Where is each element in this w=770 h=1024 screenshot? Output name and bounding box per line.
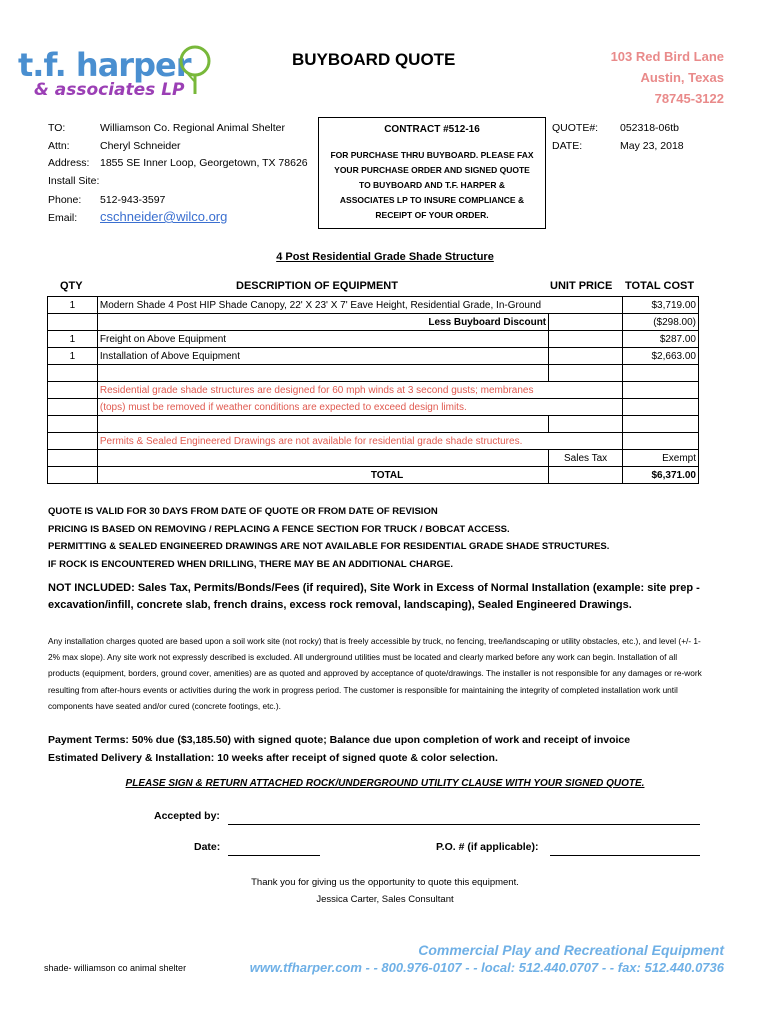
date-label: DATE: [552,140,583,152]
quote-date: May 23, 2018 [620,140,684,152]
accepted-by-line[interactable] [228,824,700,825]
membrane-note: (tops) must be removed if weather conditions are expected to exceed design limits. [97,399,622,416]
table-row [48,399,699,416]
company-address: 103 Red Bird Lane Austin, Texas 78745-3122 [610,49,724,106]
table-row [48,382,699,399]
contract-heading: CONTRACT #512-16 [384,124,480,135]
accepted-by-label: Accepted by: [154,810,220,822]
permits-note: Permits & Sealed Engineered Drawings are not available for residential grade shade structures. [97,433,622,450]
sales-tax-value: Exempt [623,450,699,467]
sales-tax-label: Sales Tax [549,450,623,467]
address-value: 1855 SE Inner Loop, Georgetown, TX 78626 [100,157,308,169]
footer-contact[interactable]: www.tfharper.com - - 800.976-0107 - - local: 512.440.0707 - - fax: 512.440.0736 [249,960,724,975]
phone-value: 512-943-3597 [100,194,166,206]
footer-file-tag: shade- williamson co animal shelter [44,963,187,973]
table-row: Less Buyboard Discount ($298.00) [48,314,699,331]
company-logo [18,46,190,84]
phone-label: Phone: [48,194,82,206]
contract-box [318,117,546,229]
total-label: TOTAL [97,467,548,484]
sign-return-note: PLEASE SIGN & RETURN ATTACHED ROCK/UNDERGROUND UTILITY CLAUSE WITH YOUR SIGNED QUOTE. [125,778,645,789]
equipment-table [47,296,699,484]
total-value: $6,371.00 [623,467,699,484]
unit-price-header: UNIT PRICE [550,280,613,292]
total-cost-header: TOTAL COST [625,280,695,292]
table-row: 1 Freight on Above Equipment $287.00 [48,331,699,348]
description-header: DESCRIPTION OF EQUIPMENT [236,280,398,292]
date-sign-label: Date: [194,841,221,853]
footer-tagline: Commercial Play and Recreational Equipment [418,942,724,958]
quote-label: QUOTE#: [552,122,599,134]
installation-terms: Any installation charges quoted are based upon a soil work site (not rocky) that is freely accessible by truck, no fencing, tree/landscaping or utility obstacles, etc.), and level (+/- 1-2% max slope). Any site work not expressly described is excluded. All underground utilities must be located and clearly marked before any work can begin. Installation of all products (equipment, borders, ground cover, amenities) are as quoted and approved by acceptance of quote/drawings. The installer is not responsible for any damages or re-work resulting from after-hours events or activities during the work in progress period. The customer is responsible for maintaining the integrity of completed installation work until components have seated and/or cured (concrete footings, etc.). [48,636,702,711]
logo-subtitle: & associates LP [34,80,185,100]
email-link[interactable]: cschneider@wilco.org [100,209,228,224]
quote-number: 052318-06tb [620,122,679,134]
project-title: 4 Post Residential Grade Shade Structure [276,251,494,263]
wind-note: Residential grade shade structures are designed for 60 mph winds at 3 second gusts; membranes [97,382,622,399]
install-site-label: Install Site: [48,175,100,187]
table-row [48,467,699,484]
not-included: NOT INCLUDED: Sales Tax, Permits/Bonds/Fees (if required), Site Work in Excess of Normal Installation (example: site prep - excavation/infill, concrete slab, french drains, excess rock removal, landscaping), Sealed Engineered Drawings. [48,582,700,611]
to-value: Williamson Co. Regional Animal Shelter [100,122,285,134]
table-row: 1 Modern Shade 4 Post HIP Shade Canopy, 22' X 23' X 7' Eave Height, Residential Grade, In-Ground $3,719.00 [48,297,699,314]
quote-notes: QUOTE IS VALID FOR 30 DAYS FROM DATE OF QUOTE OR FROM DATE OF REVISION PRICING IS BASED ON REMOVING / REPLACING A FENCE SECTION FOR TRUCK / BOBCAT ACCESS. PERMITTING & SEALED ENGINEERED DRAWINGS ARE NOT AVAILABLE FOR RESIDENTIAL GRADE SHADE STRUCTURES. IF ROCK IS ENCOUNTERED WHEN DRILLING, THERE MAY BE AN ADDITIONAL CHARGE. [48,506,610,570]
page-title: BUYBOARD QUOTE [292,50,456,69]
email-label: Email: [48,212,78,224]
table-row [48,365,699,382]
qty-header: QTY [60,280,83,292]
logo-text: t.f. harper [18,46,191,84]
attn-value: Cheryl Schneider [100,140,181,152]
date-sign-line[interactable] [228,855,320,856]
payment-terms: Payment Terms: 50% due ($3,185.50) with signed quote; Balance due upon completion of work and receipt of invoice Estimated Delivery & Installation: 10 weeks after receipt of signed quote & color selection. [48,734,631,764]
address-label: Address: [48,157,90,169]
to-label: TO: [48,122,66,134]
table-row: 1 Installation of Above Equipment $2,663.00 [48,348,699,365]
attn-label: Attn: [48,140,70,152]
po-line[interactable] [550,855,700,856]
contract-instructions: FOR PURCHASE THRU BUYBOARD. PLEASE FAX YOUR PURCHASE ORDER AND SIGNED QUOTE TO BUYBOARD AND T.F. HARPER & ASSOCIATES LP TO INSURE COMPLIANCE & RECEIPT OF YOUR ORDER. [330,150,534,220]
table-row [48,433,699,450]
table-row [48,416,699,433]
thank-you: Thank you for giving us the opportunity to quote this equipment. Jessica Carter, Sales Consultant [251,877,519,905]
table-row [48,450,699,467]
po-label: P.O. # (if applicable): [436,841,539,853]
